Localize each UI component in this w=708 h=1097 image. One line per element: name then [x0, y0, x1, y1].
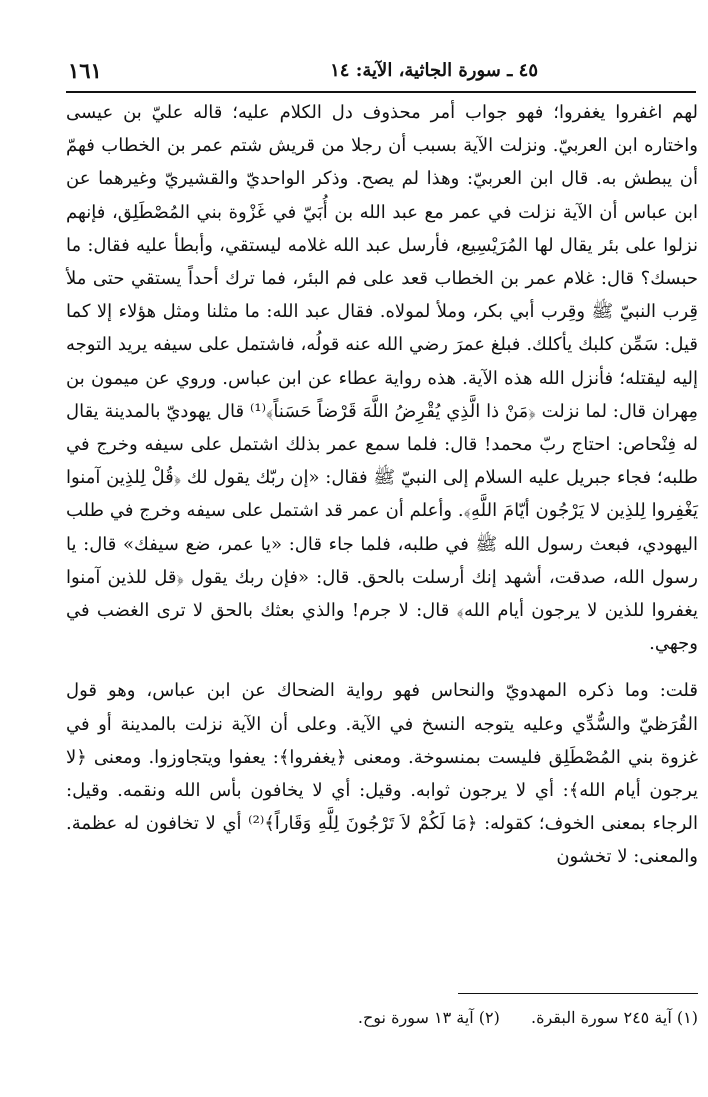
page-header [68, 58, 696, 88]
paragraph-2: قلت: وما ذكره المهدويّ والنحاس فهو رواية الضحاك عن ابن عباس، وهو قول القُرَظيّ والسُّدِّي وعليه يتوجه النسخ في الآية. وعلى أن الآية نزلت بالمدينة أو في غزوة بني المُصْطَلِق فليست بمنسوخة. ومعنى ﴿يغفروا﴾: يعفوا ويتجاوزوا. ومعنى ﴿لا يرجون أيام الله﴾: أي لا يرجون ثوابه. وقيل: أي لا يخافون بأس الله ونقمه. وقيل: الرجاء بمعنى الخوف؛ كقوله: ﴿مَا لَكُمْ لاَ تَرْجُونَ لِلَّهِ وَقَاراً﴾⁽²⁾ أي لا تخافون له عظمة. والمعنى: لا تخشون [66, 680, 698, 868]
page-number: ١٦١ [68, 58, 102, 83]
paragraph-1: لهم اغفروا يغفروا؛ فهو جواب أمر محذوف دل الكلام عليه؛ قاله عليّ بن عيسى واختاره ابن العربيّ. ونزلت الآية بسبب أن رجلا من قريش شتم عمر بن الخطاب فهمّ أن يبطش به. قال ابن العربيّ: وهذا لم يصح. وذكر الواحديّ والقشيريّ وغيرهما عن ابن عباس أن الآية نزلت في عمر مع عبد الله بن أُبَيّ في غَزْوة بني المُصْطَلِق، فإنهم نزلوا على بئر يقال لها المُرَيْسِيع، فأرسل عبد الله غلامه ليستقي، وأبطأ عليه فقال: ما حبسك؟ قال: غلام عمر بن الخطاب قعد على فم البئر، فما ترك أحداً يستقي حتى ملأ قِرب النبيّ ﷺ وقِرب أبي بكر، وملأ لمولاه. فقال عبد الله: ما مثلنا ومثل هؤلاء إلا كما قيل: سَمِّن كلبك يأكلك. فبلغ عمرَ رضي الله عنه قولُه، فاشتمل على سيفه يريد التوجه إليه ليقتله؛ فأنزل الله هذه الآية. هذه رواية عطاء عن ابن عباس. وروي عن ميمون بن مِهران قال: لما نزلت ﴿مَنْ ذا الَّذِي يُقْرِضُ اللَّهَ قَرْضاً حَسَناً﴾⁽¹⁾ قال يهوديّ بالمدينة يقال له فِنْحاص: احتاج ربّ محمد! قال: فلما سمع عمر بذلك اشتمل على سيفه وخرج في طلبه؛ فجاء جبريل عليه السلام إلى النبيّ ﷺ فقال: «إن ربّك يقول لك ﴿قُلْ لِلذِين آمنوا يَغْفِروا لِلذِين لا يَرْجُون أيّامَ اللَّهِ﴾. وأعلم أن عمر قد اشتمل على سيفه وخرج في طلب اليهودي، فبعث رسول الله ﷺ في طلبه، فلما جاء قال: «يا عمر، ضع سيفك» قال: يا رسول الله، صدقت، أشهد إنك أرسلت بالحق. قال: «فإن ربك يقول ﴿قل للذين آمنوا يغفروا للذين لا يرجون أيام الله﴾ قال: لا جرم! والذي بعثك بالحق لا ترى الغضب في وجهي. [66, 102, 699, 655]
footnote-2: (٢) آية ١٣ سورة نوح. [357, 1008, 500, 1027]
footnotes [278, 1008, 698, 1027]
main-text [66, 96, 698, 874]
footnote-divider [458, 993, 698, 994]
header-divider [66, 91, 696, 93]
running-title: ٤٥ ـ سورة الجاثية، الآية: ١٤ [330, 60, 538, 81]
footnote-1: (١) آية ٢٤٥ سورة البقرة. [530, 1008, 698, 1027]
